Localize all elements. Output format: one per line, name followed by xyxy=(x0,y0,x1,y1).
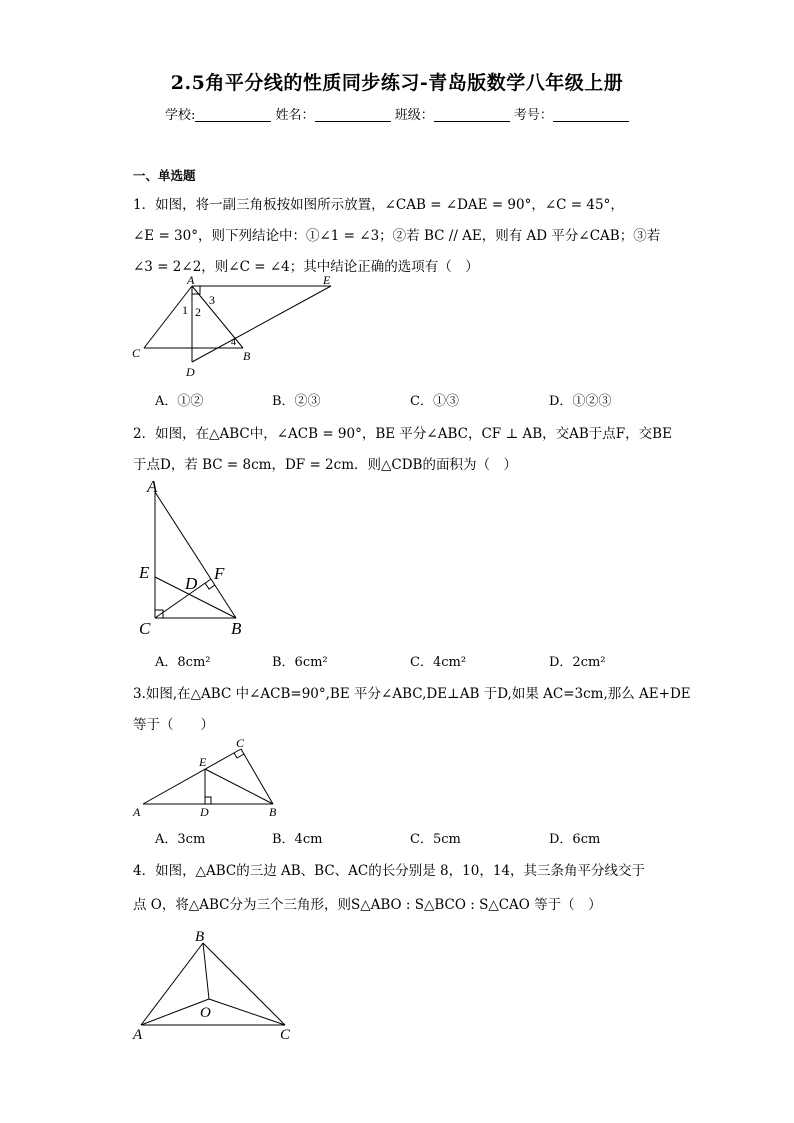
q1-label-b: B xyxy=(243,349,251,363)
q2-label-c: C xyxy=(139,619,151,638)
q3-line1: 3.如图,在△ABC 中∠ACB=90°,BE 平分∠ABC,DE⊥AB 于D,如果 AC=3cm,那么 AE+DE xyxy=(133,686,691,702)
q4-label-a: A xyxy=(133,1027,143,1043)
q3-option-c[interactable]: C．5cm xyxy=(410,832,461,847)
q4-figure xyxy=(128,925,303,1045)
q3-line2: 等于（ ） xyxy=(133,717,214,733)
q1-option-a[interactable]: A．①② xyxy=(155,394,204,409)
q3-label-d: D xyxy=(200,805,209,819)
q3-seg-ac xyxy=(143,749,241,804)
q2-label-a: A xyxy=(147,477,158,496)
number-blank[interactable] xyxy=(553,107,629,122)
q1-label-a: A xyxy=(187,273,195,287)
q4-label-o: O xyxy=(200,1005,211,1021)
q3-label-a: A xyxy=(133,805,141,819)
q2-label-b: B xyxy=(231,619,242,638)
q3-right-angle-c xyxy=(234,753,244,758)
q3-label-e: E xyxy=(199,755,207,769)
q2-label-e: E xyxy=(139,563,150,582)
q1-label-c: C xyxy=(132,346,141,360)
name-blank[interactable] xyxy=(315,107,391,122)
class-blank[interactable] xyxy=(434,107,510,122)
q1-option-b[interactable]: B．②③ xyxy=(272,394,321,409)
q1-option-c[interactable]: C．①③ xyxy=(410,394,459,409)
q4-seg-co xyxy=(209,999,285,1025)
q1-label-2: 2 xyxy=(195,305,201,319)
q4-label-c: C xyxy=(280,1027,291,1043)
class-label: 班级： xyxy=(394,108,434,123)
q1-label-4: 4 xyxy=(231,337,236,348)
q2-option-b[interactable]: B．6cm² xyxy=(272,655,328,670)
school-label: 学校: xyxy=(165,108,196,123)
q3-option-d[interactable]: D．6cm xyxy=(549,832,601,847)
q3-figure xyxy=(128,736,288,822)
q4-line2: 点 O，将△ABC分为三个三角形，则S△ABO : S△BCO : S△CAO 等于（ ） xyxy=(133,897,602,913)
q2-label-d: D xyxy=(185,574,198,593)
q1-option-d[interactable]: D．①②③ xyxy=(549,394,612,409)
q4-seg-bc xyxy=(203,943,285,1025)
q2-line1: 2．如图，在△ABC中，∠ACB = 90°，BE 平分∠ABC，CF ⊥ AB，交AB于点F，交BE xyxy=(133,426,672,442)
q3-option-b[interactable]: B．4cm xyxy=(272,832,323,847)
q2-line2: 于点D，若 BC = 8cm，DF = 2cm．则△CDB的面积为（ ） xyxy=(133,457,517,473)
q1-line3: ∠3 = 2∠2，则∠C = ∠4；其中结论正确的选项有（ ） xyxy=(133,259,479,275)
q1-line2: ∠E = 30°，则下列结论中：①∠1 = ∠3；②若 BC // AE，则有 AD 平分∠CAB；③若 xyxy=(133,228,661,244)
q1-seg-ac xyxy=(144,286,192,348)
q3-label-b: B xyxy=(269,805,277,819)
q1-line1: 1．如图，将一副三角板按如图所示放置，∠CAB = ∠DAE = 90°，∠C = 45°， xyxy=(133,197,624,213)
number-label: 考号： xyxy=(513,108,553,123)
q3-option-a[interactable]: A．3cm xyxy=(155,832,206,847)
q1-label-3: 3 xyxy=(209,293,215,307)
q4-label-b: B xyxy=(195,929,205,945)
q4-seg-bo xyxy=(203,943,209,999)
q2-label-f: F xyxy=(214,564,225,583)
q2-option-d[interactable]: D．2cm² xyxy=(549,655,606,670)
q1-label-1: 1 xyxy=(182,303,188,317)
q3-label-c: C xyxy=(236,736,245,750)
student-info xyxy=(165,104,629,123)
school-blank[interactable] xyxy=(195,107,271,122)
q1-figure xyxy=(125,272,345,382)
q2-seg-ab xyxy=(155,492,236,618)
q2-option-c[interactable]: C．4cm² xyxy=(410,655,467,670)
q3-right-angle-d xyxy=(205,797,211,804)
section-heading: 一、单选题 xyxy=(133,168,196,183)
q1-label-e: E xyxy=(323,273,331,287)
q1-label-d: D xyxy=(186,365,195,379)
page-title: 2.5角平分线的性质同步练习-青岛版数学八年级上册 xyxy=(170,72,624,94)
q4-line1: 4．如图，△ABC的三边 AB、BC、AC的长分别是 8，10，14，其三条角平分线交于 xyxy=(133,863,645,879)
name-label: 姓名： xyxy=(275,108,315,123)
q2-option-a[interactable]: A．8cm² xyxy=(155,655,211,670)
q2-figure xyxy=(130,472,260,642)
